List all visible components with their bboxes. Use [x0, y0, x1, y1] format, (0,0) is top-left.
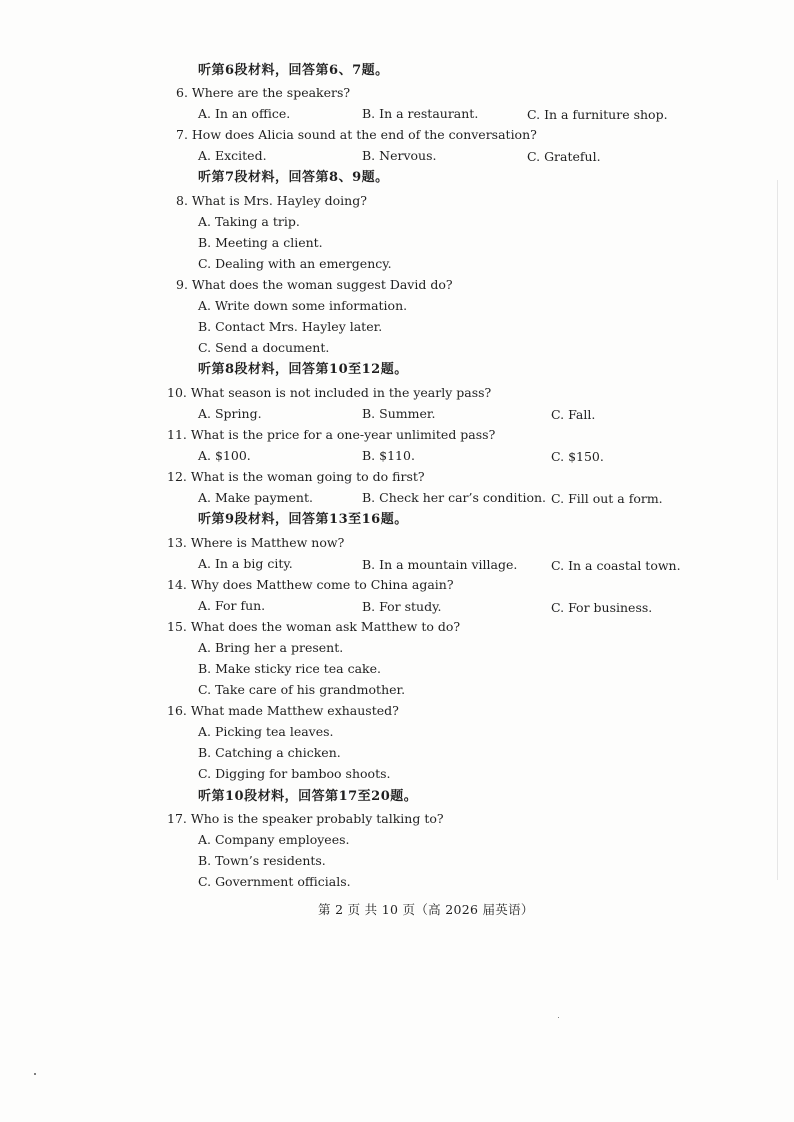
- option-17c: C. Government officials.: [198, 874, 351, 889]
- question-15: 15. What does the woman ask Matthew to do?: [167, 619, 461, 634]
- question-6: 6. Where are the speakers?: [176, 85, 351, 100]
- option-12c: C. Fill out a form.: [551, 491, 663, 506]
- section-heading: 听第7段材料，回答第8、9题。: [198, 170, 389, 185]
- option-8a: A. Taking a trip.: [198, 214, 300, 229]
- question-14: 14. Why does Matthew come to China again?: [167, 577, 454, 592]
- question-13: 13. Where is Matthew now?: [167, 535, 345, 550]
- question-17: 17. Who is the speaker probably talking to?: [167, 811, 444, 826]
- option-16b: B. Catching a chicken.: [198, 745, 341, 760]
- option-12b: B. Check her car’s condition.: [362, 490, 547, 505]
- question-12: 12. What is the woman going to do first?: [167, 469, 425, 484]
- option-7a: A. Excited.: [198, 148, 267, 163]
- option-17a: A. Company employees.: [198, 832, 350, 847]
- scan-edge-line: [777, 180, 778, 880]
- section-heading: 听第8段材料，回答第10至12题。: [198, 362, 408, 377]
- option-6a: A. In an office.: [198, 106, 291, 121]
- option-13c: C. In a coastal town.: [551, 558, 681, 573]
- option-8b: B. Meeting a client.: [198, 235, 323, 250]
- section-heading: 听第6段材料，回答第6、7题。: [198, 63, 389, 78]
- question-11: 11. What is the price for a one-year unlimited pass?: [167, 427, 496, 442]
- option-11a: A. $100.: [198, 448, 251, 463]
- option-7b: B. Nervous.: [362, 148, 437, 163]
- option-12a: A. Make payment.: [198, 490, 313, 505]
- section-heading: 听第9段材料，回答第13至16题。: [198, 512, 408, 527]
- option-9c: C. Send a document.: [198, 340, 330, 355]
- option-16c: C. Digging for bamboo shoots.: [198, 766, 391, 781]
- scan-speck: [34, 1073, 36, 1075]
- option-13a: A. In a big city.: [198, 556, 293, 571]
- option-14c: C. For business.: [551, 600, 653, 615]
- option-13b: B. In a mountain village.: [362, 557, 518, 572]
- option-14b: B. For study.: [362, 599, 442, 614]
- option-11c: C. $150.: [551, 449, 604, 464]
- option-6b: B. In a restaurant.: [362, 106, 479, 121]
- section-heading: 听第10段材料，回答第17至20题。: [198, 789, 418, 804]
- question-7: 7. How does Alicia sound at the end of the conversation?: [176, 127, 537, 142]
- question-9: 9. What does the woman suggest David do?: [176, 277, 453, 292]
- option-15b: B. Make sticky rice tea cake.: [198, 661, 381, 676]
- option-9b: B. Contact Mrs. Hayley later.: [198, 319, 383, 334]
- option-6c: C. In a furniture shop.: [527, 107, 668, 122]
- option-10c: C. Fall.: [551, 407, 596, 422]
- option-9a: A. Write down some information.: [198, 298, 408, 313]
- option-10b: B. Summer.: [362, 406, 436, 421]
- option-15c: C. Take care of his grandmother.: [198, 682, 406, 697]
- option-10a: A. Spring.: [198, 406, 262, 421]
- page-footer: 第 2 页 共 10 页（高 2026 届英语）: [318, 902, 534, 917]
- scan-speck: [558, 1017, 559, 1018]
- option-7c: C. Grateful.: [527, 149, 601, 164]
- option-11b: B. $110.: [362, 448, 415, 463]
- option-8c: C. Dealing with an emergency.: [198, 256, 392, 271]
- option-15a: A. Bring her a present.: [198, 640, 344, 655]
- question-8: 8. What is Mrs. Hayley doing?: [176, 193, 367, 208]
- option-16a: A. Picking tea leaves.: [198, 724, 334, 739]
- question-16: 16. What made Matthew exhausted?: [167, 703, 399, 718]
- question-10: 10. What season is not included in the yearly pass?: [167, 385, 492, 400]
- option-17b: B. Town’s residents.: [198, 853, 326, 868]
- option-14a: A. For fun.: [198, 598, 266, 613]
